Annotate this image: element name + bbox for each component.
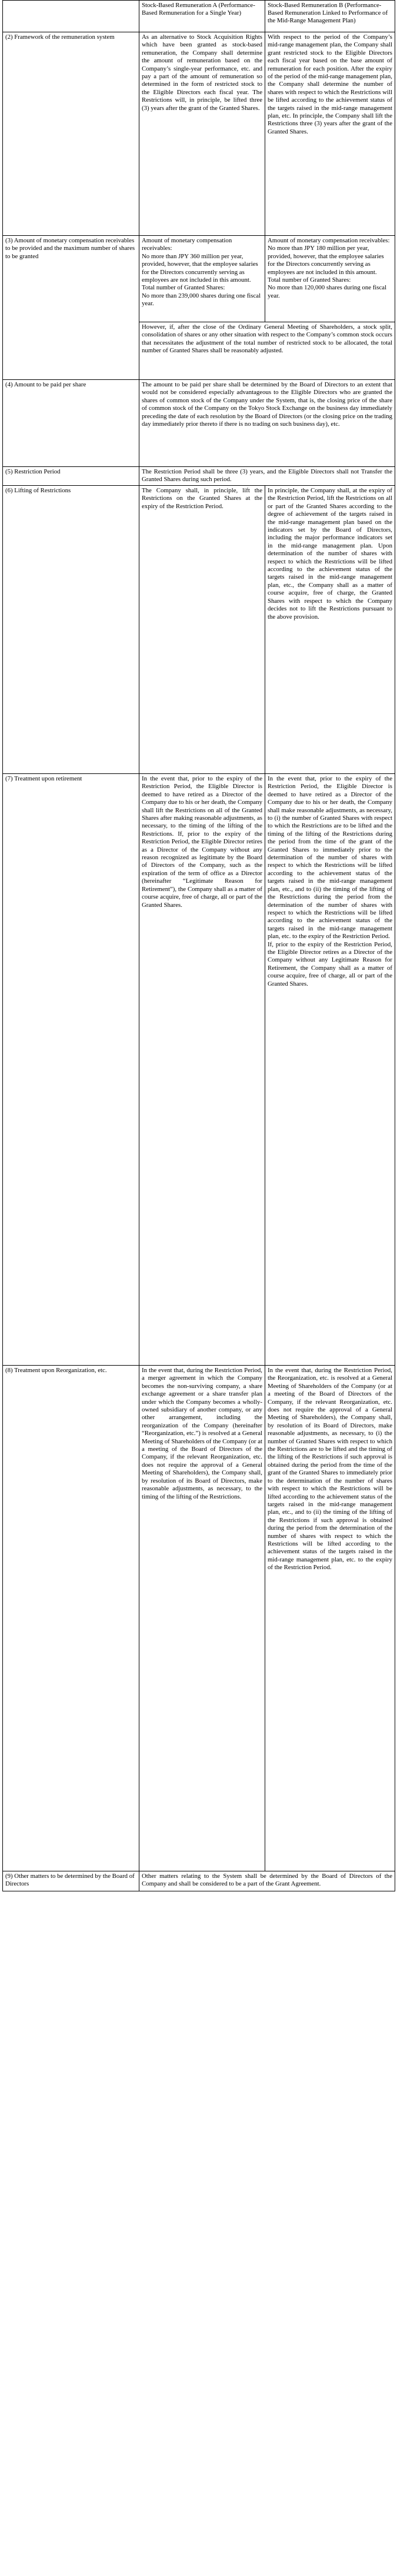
row-cell-merged: Other matters relating to the System shall be determined by the Board of Directors of the Company and shall be considered to be a part of the Grant Agreement. xyxy=(139,1871,395,1891)
row-cell-b: In principle, the Company shall, at the expiry of the Restriction Period, lift the Restrictions on all or part of the Granted Shares according to the degree of achievement of the targets raised in the mid-range management plan based on the indicators set by the Board of Directors, including the major performance indicators set in the mid-range management plan. Upon determination of the number of shares with respect to which the Restrictions will be lifted according to the achievement status of the targets raised in the mid-range management plan, etc., the Company shall as a matter of course acquire, free of charge, the Granted Shares with respect to which the Company decides not to lift the Restrictions pursuant to the above provision. xyxy=(265,486,395,774)
table-header-row xyxy=(3,1,395,32)
row-cell-b: With respect to the period of the Company’s mid-range management plan, the Company shall grant restricted stock to the Eligible Directors each fiscal year based on the base amount of remuneration for each position. After the expiry of the period of the mid-range management plan, the Company shall determine the number of shares with respect to which the Restrictions will be lifted according to the achievement status of the targets raised in the mid-range management plan, etc. In principle, the Company shall lift the Restrictions three (3) years after the grant of the Granted Shares. xyxy=(265,32,395,236)
table-row xyxy=(3,774,395,1366)
table-row xyxy=(3,380,395,467)
row-label: (4) Amount to be paid per share xyxy=(3,380,139,467)
row-cell-merged: The amount to be paid per share shall be determined by the Board of Directors to an extent that would not be considered especially advantageous to the Eligible Directors who are granted the shares of common stock of the Company under the System, that is, the closing price of the share of common stock of the Company on the Tokyo Stock Exchange on the business day immediately preceding the date of each resolution by the Board of Directors (or the closing price on the trading day immediately prior thereto if there is no trading on such business day), etc. xyxy=(139,380,395,467)
table-row xyxy=(3,32,395,236)
header-stock-a: Stock-Based Remuneration A (Performance-Based Remuneration for a Single Year) xyxy=(139,1,265,32)
row-cell-a: In the event that, during the Restriction Period, a merger agreement in which the Company becomes the non-surviving company, a share exchange agreement or a share transfer plan under which the Company becomes a wholly-owned subsidiary of another company, or any other arrangement, including the reorganization of the Company (hereinafter “Reorganization, etc.”) is resolved at a General Meeting of Shareholders of the Company (or at a meeting of the Board of Directors of the Company, if the relevant Reorganization, etc. does not require the approval of a General Meeting of Shareholders), the Company shall, by resolution of its Board of Directors, make reasonable adjustments, as necessary, to the timing of the lifting of the Restrictions. xyxy=(139,1366,265,1871)
table-row xyxy=(3,1366,395,1871)
row-cell-b: Amount of monetary compensation receivables: No more than JPY 180 million per year, provided, however, that the employee salaries for the Directors concurrently serving as employees are not included in this amount. Total number of Granted Shares: No more than 120,000 shares during one fiscal year. xyxy=(265,236,395,322)
row-cell-a: The Company shall, in principle, lift the Restrictions on the Granted Shares at the expiry of the Restriction Period. xyxy=(139,486,265,774)
table-row xyxy=(3,1871,395,1891)
row-cell-a: Amount of monetary compensation receivables: No more than JPY 360 million per year, provided, however, that the employee salaries for the Directors concurrently serving as employees are not included in this amount. Total number of Granted Shares: No more than 239,000 shares during one fiscal year. xyxy=(139,236,265,322)
row-label: (7) Treatment upon retirement xyxy=(3,774,139,1366)
remuneration-table xyxy=(2,0,395,1891)
row-label: (2) Framework of the remuneration system xyxy=(3,32,139,236)
table-row xyxy=(3,236,395,322)
row-cell-b: In the event that, prior to the expiry of the Restriction Period, the Eligible Director is deemed to have retired as a Director of the Company due to his or her death, the Company shall make reasonable adjustments, as necessary, to (i) the number of Granted Shares with respect to which the Restrictions are to be lifted and the timing of the lifting of the Restrictions during the period from the time of the grant of the Granted Shares to immediately prior to the determination of the number of shares with respect to which the Restrictions will be lifted according to the achievement status of the targets raised in the mid-range management plan, etc., and to (ii) the timing of the lifting of the Restrictions during the period from the determination of the number of shares with respect to which the Restrictions will be lifted according to the achievement status of the targets raised in the mid-range management plan, etc. to the expiry of the Restriction Period. If, prior to the expiry of the Restriction Period, the Eligible Director retires as a Director of the Company without any Legitimate Reason for Retirement, the Company shall as a matter of course acquire, free of charge, all or part of the Granted Shares. xyxy=(265,774,395,1366)
row-cell-a: As an alternative to Stock Acquisition Rights which have been granted as stock-based remuneration, the Company shall determine the amount of remuneration based on the Company’s single-year performance, etc. and pay a part of the amount of remuneration so determined in the form of restricted stock to the Eligible Directors each fiscal year. The Restrictions will, in principle, be lifted three (3) years after the grant of the Granted Shares. xyxy=(139,32,265,236)
header-blank-cell xyxy=(3,1,139,32)
row-cell-merged: The Restriction Period shall be three (3) years, and the Eligible Directors shall not Transfer the Granted Shares during such period. xyxy=(139,467,395,486)
row-label: (5) Restriction Period xyxy=(3,467,139,486)
row-label: (6) Lifting of Restrictions xyxy=(3,486,139,774)
row-label: (9) Other matters to be determined by the Board of Directors xyxy=(3,1871,139,1891)
row-label: (8) Treatment upon Reorganization, etc. xyxy=(3,1366,139,1871)
row-cell-a: In the event that, prior to the expiry of the Restriction Period, the Eligible Director is deemed to have retired as a Director of the Company due to his or her death, the Company shall lift the Restrictions on all of the Granted Shares after making reasonable adjustments, as necessary, to the timing of the lifting of the Restrictions. If, prior to the expiry of the Restriction Period, the Eligible Director retires as a Director of the Company without any reason recognized as legitimate by the Board of Directors of the Company, such as the expiration of the term of office as a Director (hereinafter “Legitimate Reason for Retirement”), the Company shall as a matter of course acquire, free of charge, all or part of the Granted Shares. xyxy=(139,774,265,1366)
table-row xyxy=(3,486,395,774)
row-cell-b: In the event that, during the Restriction Period, the Reorganization, etc. is resolved at a General Meeting of Shareholders of the Company (or at a meeting of the Board of Directors of the Company, if the relevant Reorganization, etc. does not require the approval of a General Meeting of Shareholders), the Company shall, by resolution of its Board of Directors, make reasonable adjustments, as necessary, to (i) the number of Granted Shares with respect to which the Restrictions are to be lifted and the timing of the lifting of the Restrictions if such approval is obtained during the period from the time of the grant of the Granted Shares to immediately prior to the determination of the number of shares with respect to which the Restrictions will be lifted according to the achievement status of the targets raised in the mid-range management plan, etc., and to (ii) the timing of the lifting of the Restrictions if such approval is obtained during the period from the determination of the number of shares with respect to which the Restrictions will be lifted according to the achievement status of the targets raised in the mid-range management plan, etc. to the expiry of the Restriction Period. xyxy=(265,1366,395,1871)
header-stock-b: Stock-Based Remuneration B (Performance-Based Remuneration Linked to Performance of the Mid-Range Management Plan) xyxy=(265,1,395,32)
row-cell-merged: However, if, after the close of the Ordinary General Meeting of Shareholders, a stock split, consolidation of shares or any other situation with respect to the Company’s common stock occurs that necessitates the adjustment of the total number of restricted stock to be allocated, the total number of Granted Shares shall be reasonably adjusted. xyxy=(139,322,395,380)
table-row xyxy=(3,467,395,486)
row-label: (3) Amount of monetary compensation receivables to be provided and the maximum number of shares to be granted xyxy=(3,236,139,380)
